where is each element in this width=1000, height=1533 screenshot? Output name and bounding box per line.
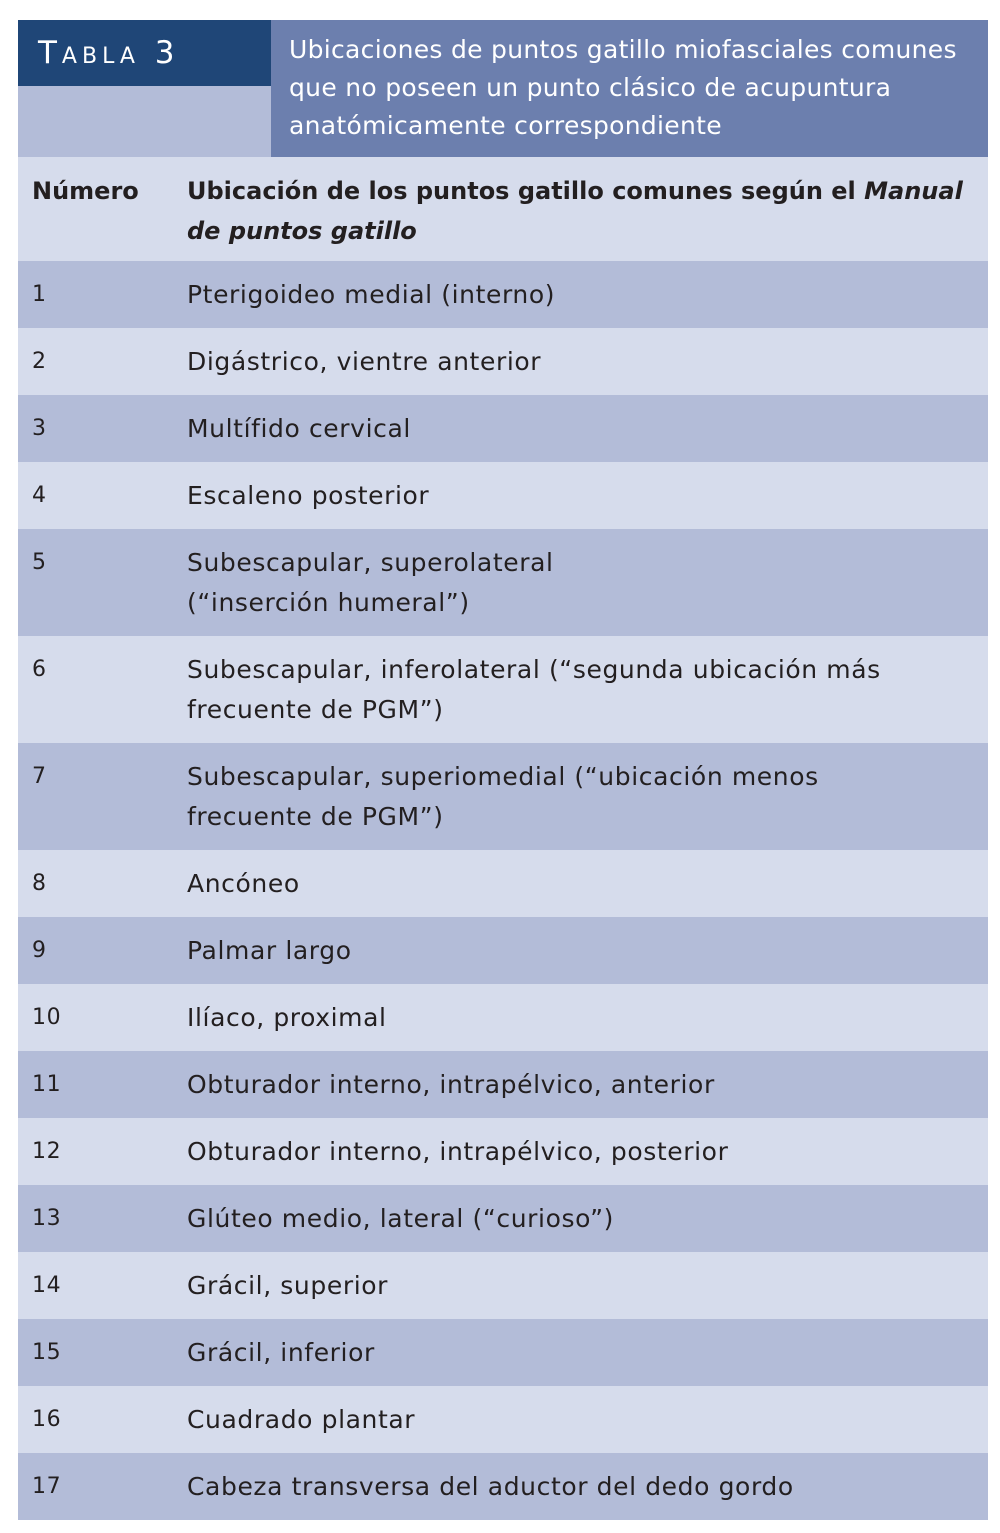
row-location: Subescapular, inferolateral (“segunda ubicación más frecuente de PGM”) [187,655,881,724]
table-row [18,462,988,529]
table-row [18,1453,988,1520]
table-row [18,984,988,1051]
table-row [18,261,988,328]
row-location: Ilíaco, proximal [187,1003,387,1032]
row-number: 16 [32,1407,62,1432]
table-row [18,1252,988,1319]
table-row [18,395,988,462]
table-row [18,743,988,850]
row-number: 15 [32,1340,62,1365]
table-caption: Ubicaciones de puntos gatillo miofasciales comunes que no poseen un punto clásico de acupuntura anatómicamente correspondiente [271,20,988,157]
row-location: Grácil, inferior [187,1338,375,1367]
table-header-block [18,20,988,157]
table-row [18,328,988,395]
row-location: Multífido cervical [187,414,411,443]
row-number: 1 [32,282,47,307]
table-row [18,529,988,636]
table-row [18,636,988,743]
row-location: Grácil, superior [187,1271,389,1300]
row-location: Digástrico, vientre anterior [187,347,542,376]
row-location: Cabeza transversa del aductor del dedo gordo [187,1472,794,1501]
table-row [18,1051,988,1118]
table-label [18,20,271,86]
row-number: 7 [32,764,47,789]
row-number: 9 [32,938,47,963]
row-location: Pterigoideo medial (interno) [187,280,556,309]
column-header-location [187,171,988,261]
row-number: 2 [32,349,47,374]
row-number: 4 [32,483,47,508]
table-row [18,1319,988,1386]
row-number: 12 [32,1139,62,1164]
row-number: 8 [32,871,47,896]
row-number: 11 [32,1072,62,1097]
row-location: Ancóneo [187,869,300,898]
table-row [18,1185,988,1252]
row-location: Palmar largo [187,936,352,965]
table-label-text: Tabla 3 [38,35,180,71]
row-number: 13 [32,1206,62,1231]
row-location: Obturador interno, intrapélvico, posterior [187,1137,729,1166]
table-body [18,261,988,1520]
row-location: Obturador interno, intrapélvico, anterior [187,1070,715,1099]
row-location: Cuadrado plantar [187,1405,416,1434]
table-row [18,917,988,984]
row-location: Subescapular, superolateral (“inserción humeral”) [187,548,554,617]
row-number: 3 [32,416,47,441]
row-number: 6 [32,657,47,682]
row-location: Glúteo medio, lateral (“curioso”) [187,1204,615,1233]
row-location: Escaleno posterior [187,481,430,510]
table-row [18,1118,988,1185]
trigger-point-table [18,20,988,1520]
row-number: 14 [32,1273,62,1298]
row-number: 17 [32,1474,62,1499]
table-row [18,850,988,917]
row-number: 5 [32,550,47,575]
row-location: Subescapular, superiomedial (“ubicación menos frecuente de PGM”) [187,762,819,831]
table-row [18,1386,988,1453]
row-number: 10 [32,1005,62,1030]
column-header-number: Número [32,177,139,205]
column-headers [18,157,988,261]
column-header-location-italic: Manual de puntos gatillo [187,177,963,245]
column-header-location-text: Ubicación de los puntos gatillo comunes según el [187,177,865,205]
